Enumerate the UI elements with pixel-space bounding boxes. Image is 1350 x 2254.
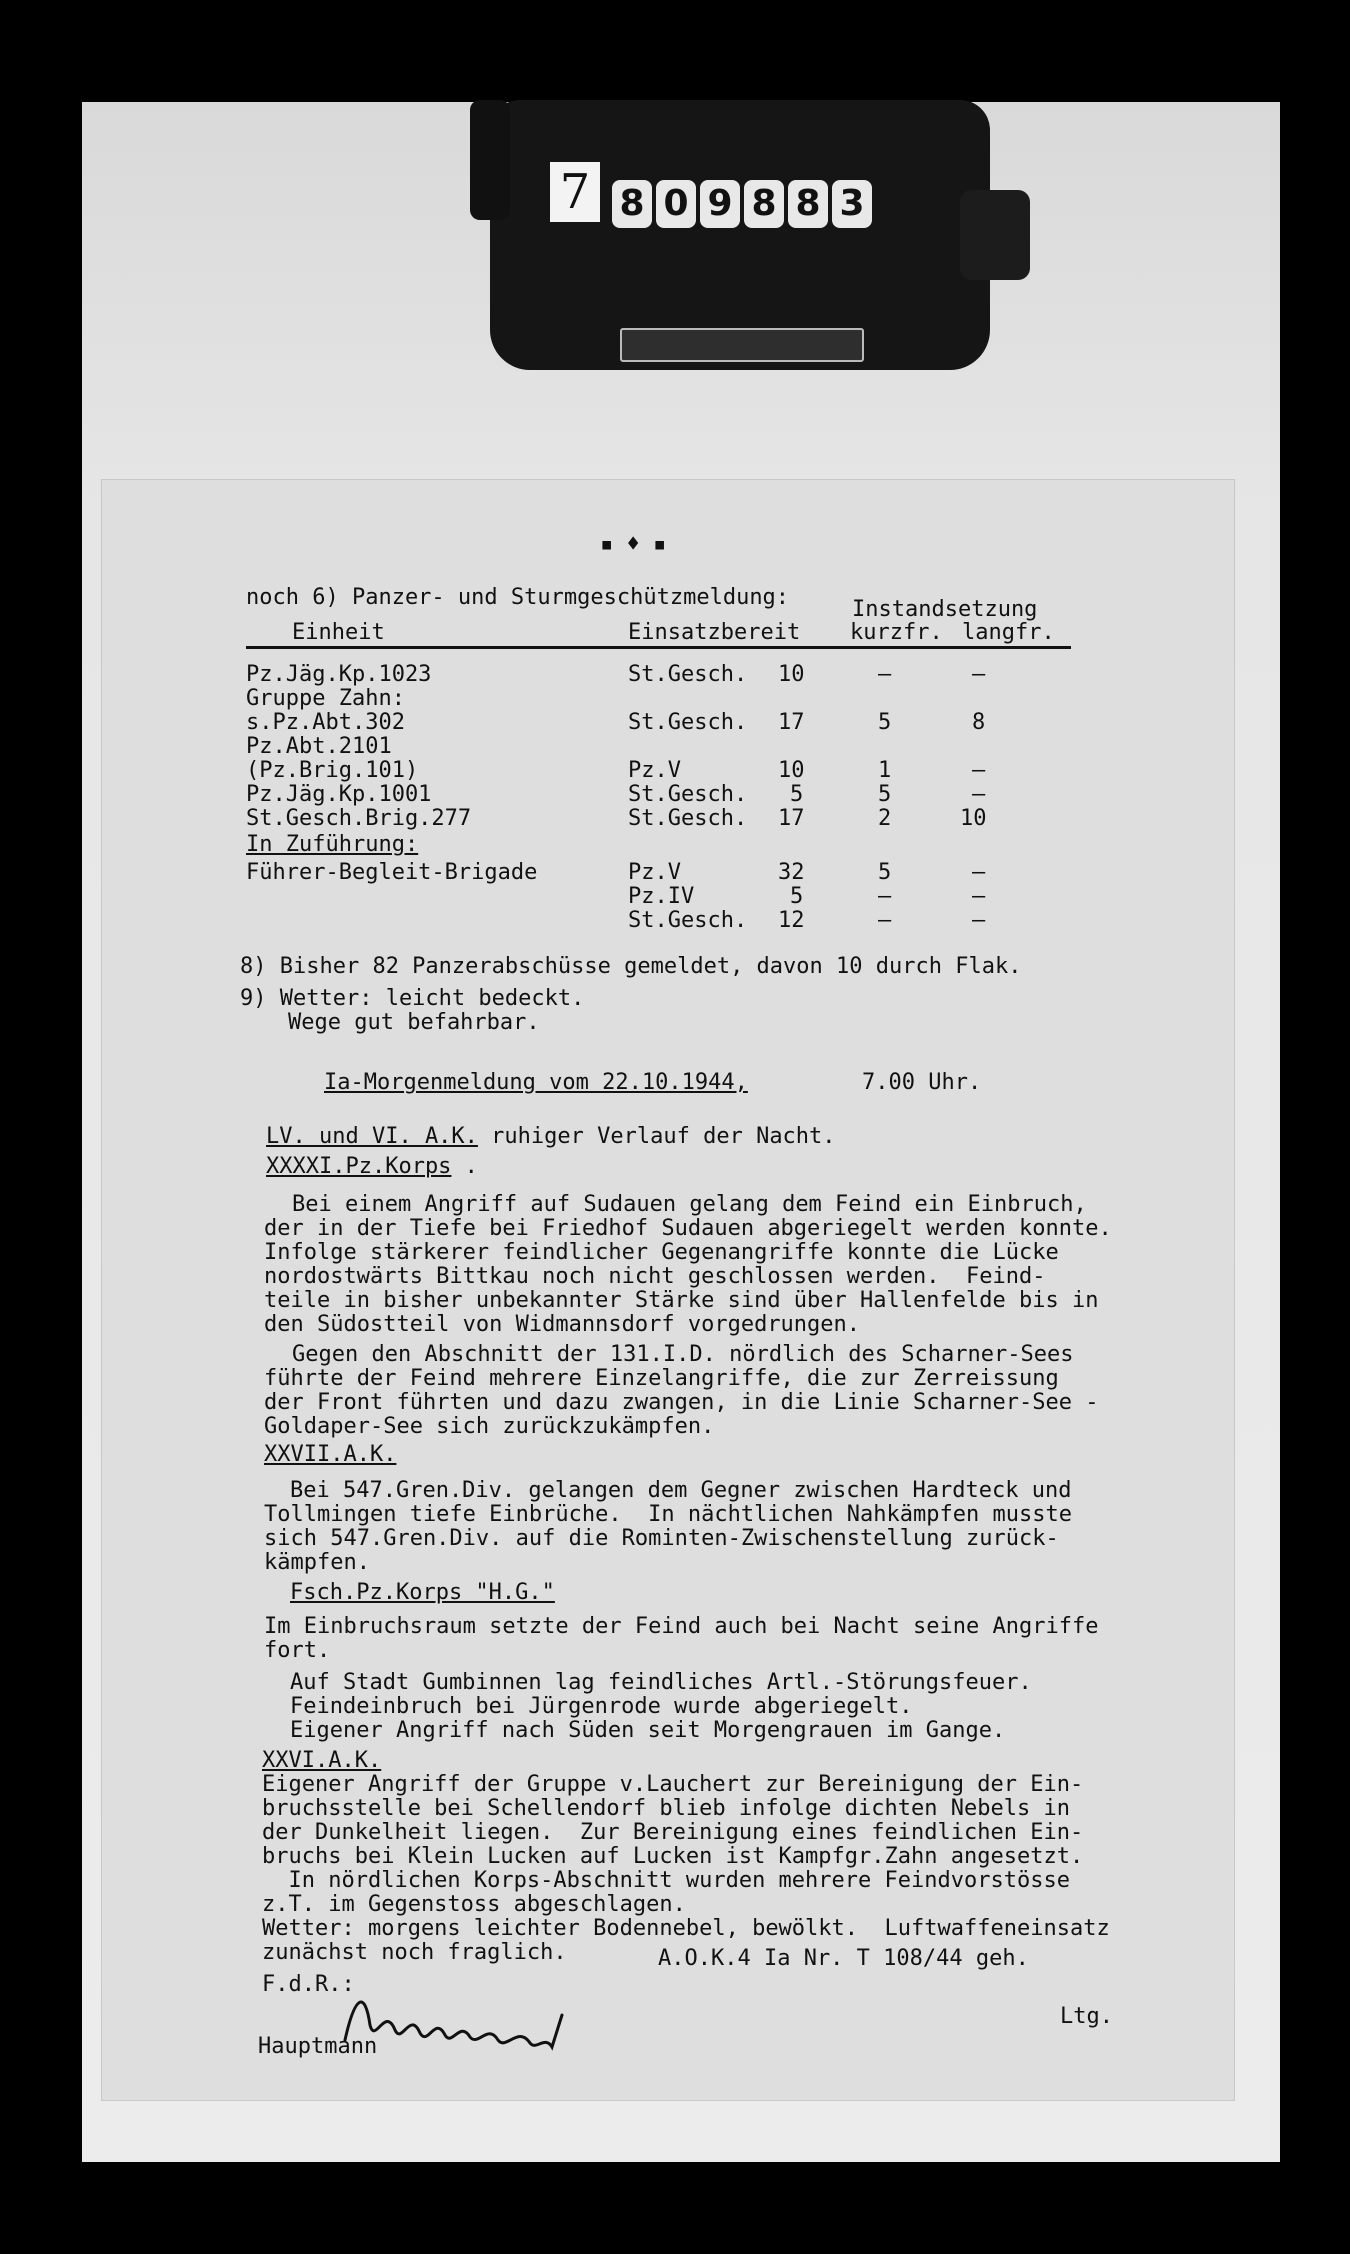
table-row-kurz: 2 <box>878 806 892 831</box>
table-row-einsatz: 10 <box>778 758 805 783</box>
p6-line: z.T. im Gegenstoss abgeschlagen. <box>262 1892 686 1917</box>
col-kurz: kurzfr. <box>850 620 943 645</box>
p6-line: bruchs bei Klein Lucken auf Lucken ist Kampfgr.Zahn angesetzt. <box>262 1844 1084 1869</box>
table-row-kurz: – <box>878 884 892 909</box>
counter-tag: 7 <box>550 162 600 222</box>
p3-line: Tollmingen tiefe Einbrüche. In nächtlichen Nahkämpfen musste <box>264 1502 1072 1527</box>
table-row-kurz: – <box>878 662 892 687</box>
counter-digits <box>612 180 872 228</box>
table-row-einsatz: 17 <box>778 710 805 735</box>
counter-digit: 3 <box>832 180 872 228</box>
table-row-unit: Pz.Jäg.Kp.1001 <box>246 782 432 807</box>
table-row-kurz: 5 <box>878 782 892 807</box>
p4-line: fort. <box>264 1638 331 1663</box>
table-row-unit: Führer-Begleit-Brigade <box>246 860 538 885</box>
p3-line: Bei 547.Gren.Div. gelangen dem Gegner zwischen Hardteck und <box>290 1478 1072 1503</box>
h1-text: ruhiger Verlauf der Nacht. <box>477 1124 836 1149</box>
counter-digit: 9 <box>700 180 740 228</box>
table-row-lang: 8 <box>972 710 986 735</box>
p2-line: führte der Feind mehrere Einzelangriffe, die zur Zerreissung <box>264 1366 1059 1391</box>
table-row-type: Pz.V <box>628 860 681 885</box>
table-row-lang: – <box>972 782 986 807</box>
fdr-label: F.d.R.: <box>262 1972 355 1997</box>
p5-line: Auf Stadt Gumbinnen lag feindliches Artl.-Störungsfeuer. <box>290 1670 1032 1695</box>
h3-label: XXVII.A.K. <box>264 1442 397 1467</box>
header-rule <box>246 646 1071 649</box>
table-row-unit: Pz.Abt.2101 <box>246 734 392 759</box>
section-intro: noch 6) Panzer- und Sturmgeschützmeldung: <box>246 585 790 610</box>
table-row-lang: – <box>972 908 986 933</box>
p1-line: den Südostteil von Widmannsdorf vorgedrungen. <box>264 1312 861 1337</box>
p6-line: Wetter: morgens leichter Bodennebel, bewölkt. Luftwaffeneinsatz <box>262 1916 1110 1941</box>
table-row-type: St.Gesch. <box>628 662 748 687</box>
table-row-kurz: 5 <box>878 860 892 885</box>
col-lang: langfr. <box>962 620 1055 645</box>
p1-line: Bei einem Angriff auf Sudauen gelang dem Feind ein Einbruch, <box>292 1192 1087 1217</box>
table-row-einsatz: 32 <box>778 860 805 885</box>
p1-line: teile in bisher unbekannter Stärke sind über Hallenfelde bis in <box>264 1288 1099 1313</box>
p6-line: bruchsstelle bei Schellendorf blieb infolge dichten Nebels in <box>262 1796 1070 1821</box>
counter-plate <box>620 328 864 362</box>
table-row-type: St.Gesch. <box>628 710 748 735</box>
col-unit: Einheit <box>292 620 385 645</box>
header-marks: ▪ ♦ ▪ <box>600 532 667 557</box>
p5-line: Feindeinbruch bei Jürgenrode wurde abgeriegelt. <box>290 1694 913 1719</box>
h1-label: LV. und VI. A.K. <box>266 1124 478 1149</box>
reference-number: A.O.K.4 Ia Nr. T 108/44 geh. <box>658 1946 1029 1971</box>
table-row-lang: – <box>972 662 986 687</box>
item-8: 8) Bisher 82 Panzerabschüsse gemeldet, davon 10 durch Flak. <box>240 954 1022 979</box>
table-row-unit: s.Pz.Abt.302 <box>246 710 405 735</box>
counter-digit: 8 <box>788 180 828 228</box>
table-row-unit: Pz.Jäg.Kp.1023 <box>246 662 432 687</box>
counter-knob <box>960 190 1030 280</box>
p2-line: Goldaper-See sich zurückzukämpfen. <box>264 1414 715 1439</box>
p1-line: der in der Tiefe bei Friedhof Sudauen abgeriegelt werden konnte. <box>264 1216 1112 1241</box>
table-row-lang: – <box>972 884 986 909</box>
table-row-lang: – <box>972 860 986 885</box>
h2-after: . <box>451 1154 478 1179</box>
table-row-einsatz: 5 <box>790 884 804 909</box>
table-row-kurz: – <box>878 908 892 933</box>
table-row-einsatz: 12 <box>778 908 805 933</box>
p1-line: Infolge stärkerer feindlicher Gegenangriffe konnte die Lücke <box>264 1240 1059 1265</box>
table-row-einsatz: 5 <box>790 782 804 807</box>
frame-counter <box>490 100 990 370</box>
table-row-lang: 10 <box>960 806 987 831</box>
table-row-kurz: 1 <box>878 758 892 783</box>
table-row-lang: – <box>972 758 986 783</box>
table-row-unit: St.Gesch.Brig.277 <box>246 806 472 831</box>
p6-line: Eigener Angriff der Gruppe v.Lauchert zur Bereinigung der Ein- <box>262 1772 1084 1797</box>
table-row-einsatz: 10 <box>778 662 805 687</box>
table-row-einsatz: 17 <box>778 806 805 831</box>
morning-title: Ia-Morgenmeldung vom 22.10.1944, <box>324 1070 748 1095</box>
table-row-type: Pz.IV <box>628 884 695 909</box>
h5-label: XXVI.A.K. <box>262 1748 382 1773</box>
p2-line: Gegen den Abschnitt der 131.I.D. nördlich des Scharner-Sees <box>292 1342 1074 1367</box>
p6-line: der Dunkelheit liegen. Zur Bereinigung eines feindlichen Ein- <box>262 1820 1084 1845</box>
table-row-kurz: 5 <box>878 710 892 735</box>
morning-time: 7.00 Uhr. <box>862 1070 982 1095</box>
p6-line: In nördlichen Korps-Abschnitt wurden mehrere Feindvorstösse <box>262 1868 1070 1893</box>
p3-line: sich 547.Gren.Div. auf die Rominten-Zwischenstellung zurück- <box>264 1526 1059 1551</box>
table-row-type: St.Gesch. <box>628 908 748 933</box>
h4-label: Fsch.Pz.Korps "H.G." <box>290 1580 555 1605</box>
counter-digit: 0 <box>656 180 696 228</box>
p2-line: der Front führten und dazu zwangen, in die Linie Scharner-See - <box>264 1390 1099 1415</box>
zufuehrung-label: In Zuführung: <box>246 832 419 857</box>
p4-line: Im Einbruchsraum setzte der Feind auch bei Nacht seine Angriffe <box>264 1614 1099 1639</box>
h1-line <box>266 1124 836 1150</box>
p5-line: Eigener Angriff nach Süden seit Morgengrauen im Gange. <box>290 1718 1006 1743</box>
rank-label: Hauptmann <box>258 2034 378 2059</box>
p1-line: nordostwärts Bittkau noch nicht geschlossen werden. Feind- <box>264 1264 1046 1289</box>
table-row-type: St.Gesch. <box>628 806 748 831</box>
table-row-type: St.Gesch. <box>628 782 748 807</box>
ltg-label: Ltg. <box>1060 2004 1113 2029</box>
item-9-weather: 9) Wetter: leicht bedeckt. <box>240 986 585 1011</box>
counter-digit: 8 <box>612 180 652 228</box>
col-einsatz: Einsatzbereit <box>628 620 801 645</box>
item-9-roads: Wege gut befahrbar. <box>288 1010 540 1035</box>
p3-line: kämpfen. <box>264 1550 370 1575</box>
table-row-unit: Gruppe Zahn: <box>246 686 405 711</box>
instand-title: Instandsetzung <box>852 597 1038 622</box>
table-row-type: Pz.V <box>628 758 681 783</box>
p6-line: zunächst noch fraglich. <box>262 1940 567 1965</box>
h2-label: XXXXI.Pz.Korps <box>266 1154 452 1179</box>
h2-line <box>266 1154 478 1180</box>
table-row-unit: (Pz.Brig.101) <box>246 758 419 783</box>
counter-digit: 8 <box>744 180 784 228</box>
counter-lever <box>470 100 510 220</box>
